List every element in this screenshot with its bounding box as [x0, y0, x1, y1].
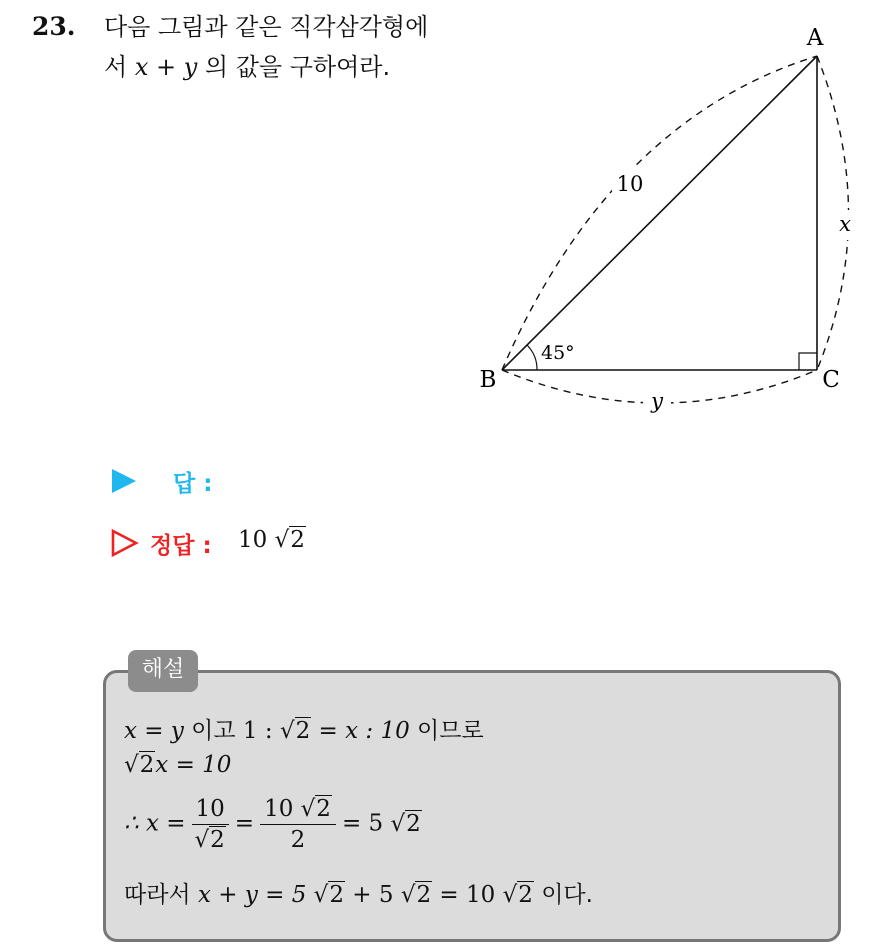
- problem-text-line1: 다음 그림과 같은 직각삼각형에: [104, 13, 429, 41]
- sqrt: √2: [300, 796, 331, 822]
- solution-line3: [124, 796, 422, 853]
- sqrt: √2: [400, 882, 432, 908]
- sqrt: √2: [502, 882, 533, 908]
- sol-l1-b: 이고: [183, 718, 243, 744]
- problem-number: 23.: [32, 12, 76, 41]
- problem-text-pre: 서: [104, 53, 135, 81]
- solution-line2: [124, 752, 231, 778]
- sol-l3-eq: =: [234, 810, 255, 837]
- solution-tab: 해설: [128, 650, 198, 692]
- frac1-den-rad: 2: [210, 827, 225, 853]
- frac1-den: [192, 825, 229, 853]
- frac2-num: [260, 796, 336, 825]
- sol-l1-a: x = y: [124, 718, 184, 744]
- correct-answer-label: 정답 :: [150, 533, 212, 559]
- frac2-num-rad: 2: [316, 796, 331, 822]
- sqrt: √2: [194, 827, 225, 853]
- sol-l4-rad1: 2: [329, 882, 344, 908]
- hypotenuse-ab: [502, 56, 817, 370]
- sol-l4-rad2: 2: [416, 882, 432, 908]
- problem-expression: x + y: [134, 53, 198, 81]
- sqrt: √2: [313, 882, 344, 908]
- hypotenuse-label: 10: [616, 172, 644, 196]
- sqrt: √2: [124, 752, 155, 778]
- sol-l1-d: = x : 10: [311, 718, 410, 744]
- solution-line1: [124, 712, 484, 745]
- sol-l2-b: x = 10: [155, 752, 232, 778]
- correct-answer-rad: 2: [290, 527, 305, 553]
- sol-l2-rad: 2: [139, 752, 155, 778]
- fraction-1: [192, 796, 229, 853]
- solution-line4: [124, 876, 593, 909]
- sol-l4-a: 따라서: [124, 882, 198, 908]
- vertex-a-label: A: [806, 25, 824, 51]
- angle-label: 45°: [541, 342, 575, 364]
- frac2-num-coef: 10: [264, 796, 301, 822]
- answer-play-icon: [110, 466, 140, 496]
- fraction-2: [260, 796, 336, 853]
- problem-text-post: 의 값을 구하여라.: [197, 53, 391, 81]
- sqrt: √2: [274, 527, 305, 553]
- sol-l3-therefore: ∴ x =: [124, 810, 186, 837]
- frac1-num: 10: [192, 796, 229, 825]
- side-y-label: y: [651, 389, 663, 413]
- right-angle-mark: [799, 353, 817, 370]
- sol-l4-b: x + y = 5: [197, 882, 314, 908]
- answer-label: 답 :: [173, 471, 213, 497]
- sol-l4-c: + 5: [344, 882, 401, 908]
- sol-l4-d: = 10: [432, 882, 503, 908]
- correct-answer-play-icon: [110, 528, 140, 558]
- sol-l3-end-rad: 2: [406, 810, 421, 837]
- correct-answer-coef: 10: [238, 527, 268, 553]
- sol-l1-e: 이므로: [409, 718, 484, 744]
- correct-answer-value: [238, 527, 306, 553]
- sol-l4-e: 이다.: [533, 882, 593, 908]
- frac2-den: 2: [290, 827, 306, 853]
- vertex-b-label: B: [479, 367, 497, 393]
- sqrt: √2: [390, 810, 421, 837]
- side-x-label: x: [839, 212, 851, 236]
- angle-arc-b: [527, 345, 537, 370]
- triangle-figure: [0, 0, 884, 460]
- sol-l1-c: 1 :: [242, 718, 280, 744]
- sol-l1-rad: 2: [295, 718, 311, 744]
- sol-l3-end: = 5: [341, 810, 391, 837]
- sol-l4-rad3: 2: [518, 882, 533, 908]
- vertex-c-label: C: [822, 367, 840, 393]
- sqrt: √2: [279, 718, 311, 744]
